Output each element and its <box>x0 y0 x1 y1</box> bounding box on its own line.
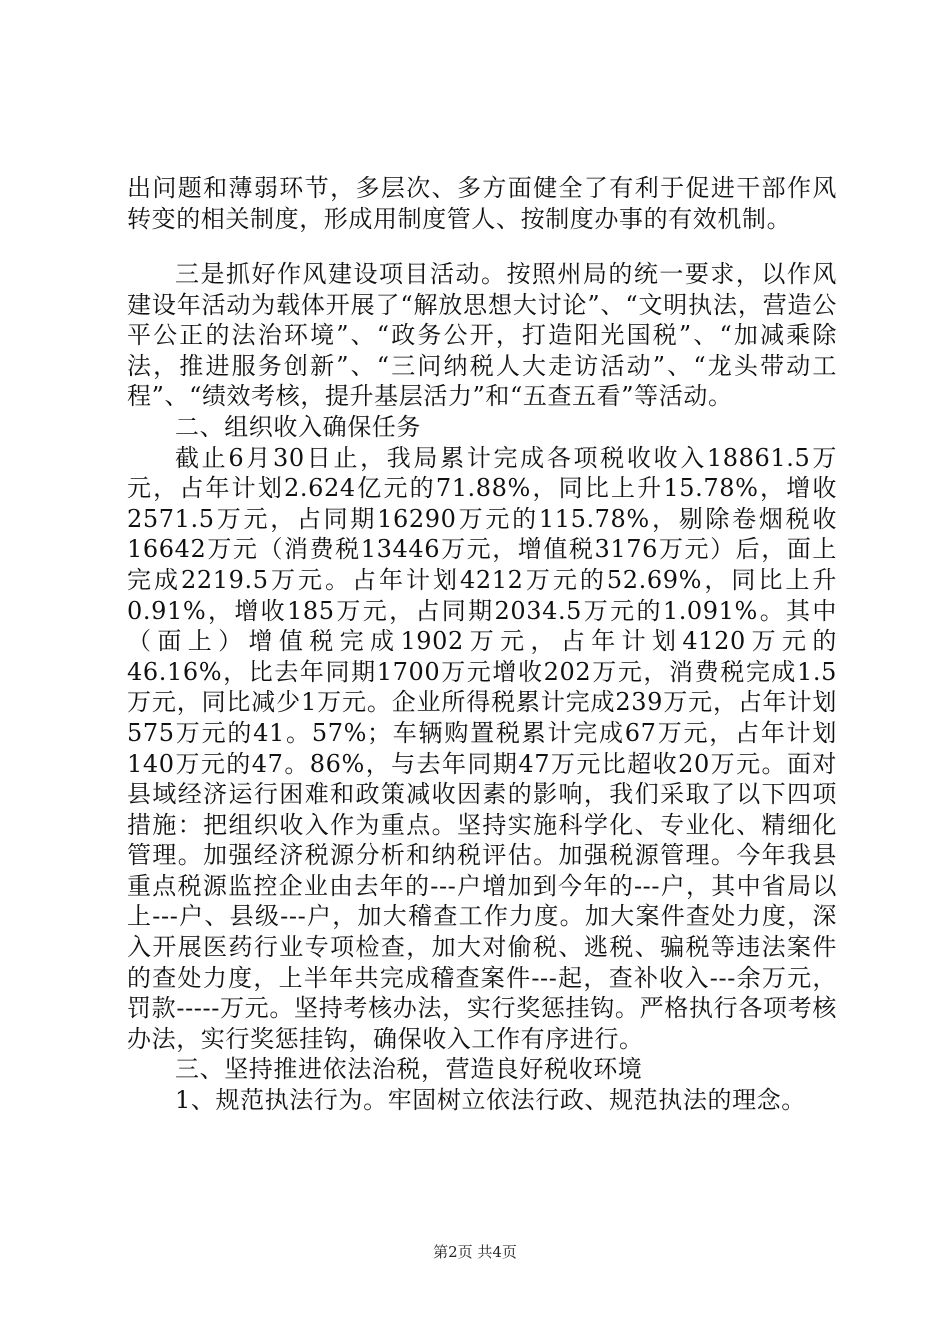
paragraph-revenue-details: 截止6月30日止，我局累计完成各项税收收入18861.5万元，占年计划2.624亿元的71.88%，同比上升15.78%，增收2571.5万元，占同期16290万元的115.78%，剔除卷烟税收16642万元（消费税13446万元，增值税3176万元）后，面上完成2219.5万元。占年计划4212万元的52.69%，同比上升0.91%，增收185万元，占同期2034.5万元的1.091%。其中（面上）增值税完成1902万元，占年计划4120万元的46.16%，比去年同期1700万元增收202万元，消费税完成1.5万元，同比减少1万元。企业所得税累计完成239万元，占年计划575万元的41。57%；车辆购置税累计完成67万元，占年计划140万元的47。86%，与去年同期47万元比超收20万元。面对县域经济运行困难和政策减收因素的影响，我们采取了以下四项措施：把组织收入作为重点。坚持实施科学化、专业化、精细化管理。加强经济税源分析和纳税评估。加强税源管理。今年我县重点税源监控企业由去年的---户增加到今年的---户，其中省局以上---户、县级---户，加大稽查工作力度。加大案件查处力度，深入开展医药行业专项检查，加大对偷税、逃税、骗税等违法案件的查处力度，上半年共完成稽查案件---起，查补收入---余万元，罚款-----万元。坚持考核办法，实行奖惩挂钩。严格执行各项考核办法，实行奖惩挂钩，确保收入工作有序进行。 <box>127 443 837 1053</box>
continuation-paragraph: 出问题和薄弱环节，多层次、多方面健全了有利于促进干部作风转变的相关制度，形成用制度管人、按制度办事的有效机制。 <box>127 174 837 233</box>
paragraph-style-projects: 三是抓好作风建设项目活动。按照州局的统一要求，以作风建设年活动为载体开展了“解放思想大讨论”、“文明执法，营造公平公正的法治环境”、“政务公开，打造阳光国税”、“加减乘除法，推进服务创新”、“三问纳税人大走访活动”、“龙头带动工程”、“绩效考核，提升基层活力”和“五查五看”等活动。 <box>127 260 837 411</box>
page-number-footer: 第2页 共4页 <box>433 1243 517 1261</box>
section-heading-revenue: 二、组织收入确保任务 <box>175 412 421 441</box>
section-heading-tax-environment: 三、坚持推进依法治税，营造良好税收环境 <box>175 1055 643 1084</box>
body-text-top <box>127 173 837 234</box>
body-text-main <box>127 259 837 1116</box>
paragraph-enforcement: 1、规范执法行为。牢固树立依法行政、规范执法的理念。 <box>175 1086 806 1115</box>
